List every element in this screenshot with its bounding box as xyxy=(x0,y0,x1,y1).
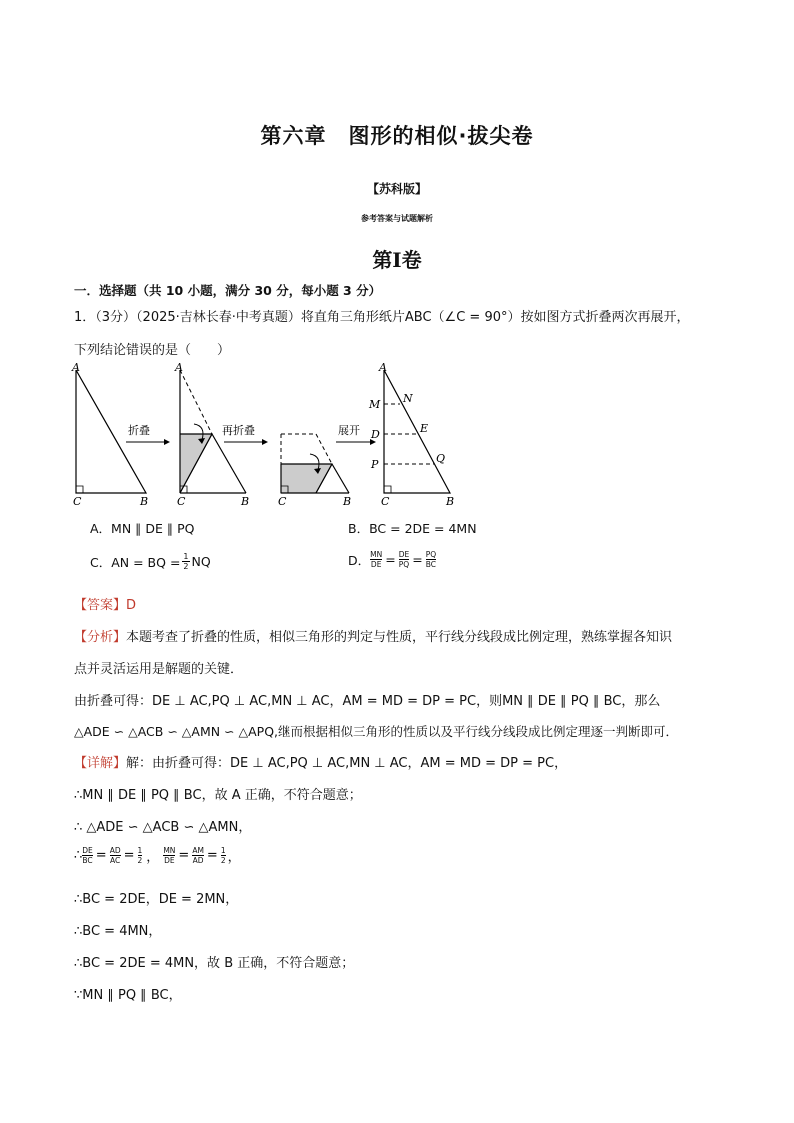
answer-line xyxy=(74,594,136,613)
option-c xyxy=(90,552,211,571)
label-E: E xyxy=(420,422,429,435)
detail-line-2: ∴MN ∥ DE ∥ PQ ∥ BC，故 A 正确，不符合题意； xyxy=(74,788,362,803)
figure-unfolded xyxy=(368,362,454,508)
option-a-text: A．MN ∥ DE ∥ PQ xyxy=(90,521,195,536)
analysis-line-1 xyxy=(74,626,672,645)
arrow-refold-label: 再折叠 xyxy=(222,424,255,437)
detail-frac-d-num: MN xyxy=(163,846,176,855)
reference-subtitle: 参考答案与试题解析 xyxy=(361,214,433,223)
detail-frac-e-den: AD xyxy=(192,856,204,865)
label-A-4: A xyxy=(379,362,387,374)
option-a xyxy=(90,519,194,537)
detail-frac-b-num: AD xyxy=(109,846,121,855)
folding-figure xyxy=(66,362,486,512)
option-d-fraction-1 xyxy=(370,550,382,569)
arrow-fold xyxy=(126,423,170,445)
section-heading: 一．选择题（共 10 小题，满分 30 分，每小题 3 分） xyxy=(74,283,382,298)
label-B-1: B xyxy=(140,495,149,508)
detail-frac-a xyxy=(82,846,93,865)
option-c-suffix: NQ xyxy=(191,554,211,569)
detail-frac-e-num: AM xyxy=(192,846,204,855)
detail-frac-f-num: 1 xyxy=(220,846,226,855)
label-A-1: A xyxy=(72,362,80,374)
analysis-label: 【分析】 xyxy=(74,630,127,645)
analysis-line-3: 由折叠可得：DE ⊥ AC,PQ ⊥ AC,MN ⊥ AC，AM = MD = DP = PC，则MN ∥ DE ∥ PQ ∥ BC，那么 xyxy=(74,694,661,709)
option-c-numerator: 1 xyxy=(183,552,189,561)
arrow-fold-label: 折叠 xyxy=(128,424,150,437)
option-d xyxy=(348,550,436,569)
edition-label: 【苏科版】 xyxy=(366,182,427,196)
analysis-text-1: 本题考查了折叠的性质，相似三角形的判定与性质，平行线分线段成比例定理，熟练掌握各知识 xyxy=(126,630,673,645)
page-title: 第六章 图形的相似·拔尖卷 xyxy=(260,124,534,148)
label-B-4: B xyxy=(446,495,455,508)
label-C-4: C xyxy=(381,495,390,508)
option-d-f2-den: PQ xyxy=(398,560,410,569)
detail-frac-b-den: AC xyxy=(110,856,121,865)
detail-line-5: ∴BC = 2DE，DE = 2MN， xyxy=(74,892,239,907)
option-d-eq-1: = xyxy=(385,552,396,567)
label-D: D xyxy=(371,428,380,441)
detail-line-4 xyxy=(74,846,241,865)
detail-frac-c-den: 2 xyxy=(137,856,143,865)
detail-frac-d-den: DE xyxy=(164,856,175,865)
detail-eq-4: = xyxy=(206,848,218,863)
label-N: N xyxy=(403,392,413,405)
option-d-eq-2: = xyxy=(412,552,423,567)
label-C-1: C xyxy=(73,495,82,508)
detail-frac-f-den: 2 xyxy=(220,856,226,865)
question-line-2: 下列结论错误的是（ ） xyxy=(74,343,231,358)
detail-line-1 xyxy=(74,752,567,771)
volume-heading: 第Ⅰ卷 xyxy=(372,248,422,272)
option-d-f3-num: PQ xyxy=(425,550,437,559)
detail-comma-1: ， xyxy=(146,850,160,865)
detail-frac-d xyxy=(163,846,175,865)
label-C-3: C xyxy=(278,495,287,508)
label-Q: Q xyxy=(436,452,446,465)
option-d-f1-num: MN xyxy=(370,550,383,559)
option-b xyxy=(348,519,477,537)
option-d-prefix: D． xyxy=(348,552,371,568)
detail-frac-c-num: 1 xyxy=(137,846,143,855)
label-C-2: C xyxy=(177,495,186,508)
option-c-prefix: C．AN = BQ = xyxy=(90,554,181,570)
detail-frac-c xyxy=(138,846,143,865)
detail-eq-2: = xyxy=(123,848,135,863)
detail-frac-e xyxy=(192,846,204,865)
label-A-2: A xyxy=(175,362,183,374)
option-b-text: B．BC = 2DE = 4MN xyxy=(348,521,477,536)
analysis-line-2: 点并灵活运用是解题的关键． xyxy=(74,662,244,677)
detail-line-3: ∴ △ADE ∽ △ACB ∽ △AMN， xyxy=(74,820,252,835)
detail-frac-f xyxy=(221,846,226,865)
label-B-2: B xyxy=(241,495,250,508)
option-d-fraction-2 xyxy=(399,550,410,569)
option-d-f3-den: BC xyxy=(425,560,437,569)
detail-line-8: ∵MN ∥ PQ ∥ BC， xyxy=(74,988,182,1003)
arrow-refold xyxy=(222,423,268,445)
option-c-fraction xyxy=(182,552,189,571)
detail-frac-b xyxy=(110,846,121,865)
label-P: P xyxy=(371,458,379,471)
detail-line-6: ∴BC = 4MN， xyxy=(74,924,162,939)
figure-fold-2 xyxy=(278,434,351,508)
detail-text-1: 解：由折叠可得：DE ⊥ AC,PQ ⊥ AC,MN ⊥ AC，AM = MD = DP = PC， xyxy=(126,756,568,771)
answer-value: D xyxy=(126,598,137,613)
question-line-1: 1．（3分）（2025·吉林长春·中考真题）将直角三角形纸片ABC（∠C = 90°）按如图方式折叠两次再展开， xyxy=(74,310,690,325)
option-d-f2-num: DE xyxy=(398,550,410,559)
arrow-unfold-label: 展开 xyxy=(338,424,360,437)
detail-frac-a-den: BC xyxy=(82,856,93,865)
arrow-unfold xyxy=(336,424,376,445)
answer-label: 【答案】 xyxy=(74,598,127,613)
detail-eq-1: = xyxy=(95,848,107,863)
label-M: M xyxy=(369,398,381,411)
detail-label: 【详解】 xyxy=(74,756,127,771)
option-d-fraction-3 xyxy=(426,550,436,569)
detail-line-7: ∴BC = 2DE = 4MN，故 B 正确，不符合题意； xyxy=(74,956,355,971)
detail-line-4-prefix: ∴ xyxy=(74,848,83,863)
label-B-3: B xyxy=(343,495,352,508)
detail-comma-2: ， xyxy=(227,850,241,865)
analysis-line-4: △ADE ∽ △ACB ∽ △AMN ∽ △APQ,继而根据相似三角形的性质以及平行线分线段成比例定理逐一判断即可． xyxy=(74,724,679,739)
option-c-denominator: 2 xyxy=(183,562,189,571)
detail-frac-a-num: DE xyxy=(82,846,93,855)
option-d-f1-den: DE xyxy=(370,560,382,569)
detail-eq-3: = xyxy=(178,848,190,863)
